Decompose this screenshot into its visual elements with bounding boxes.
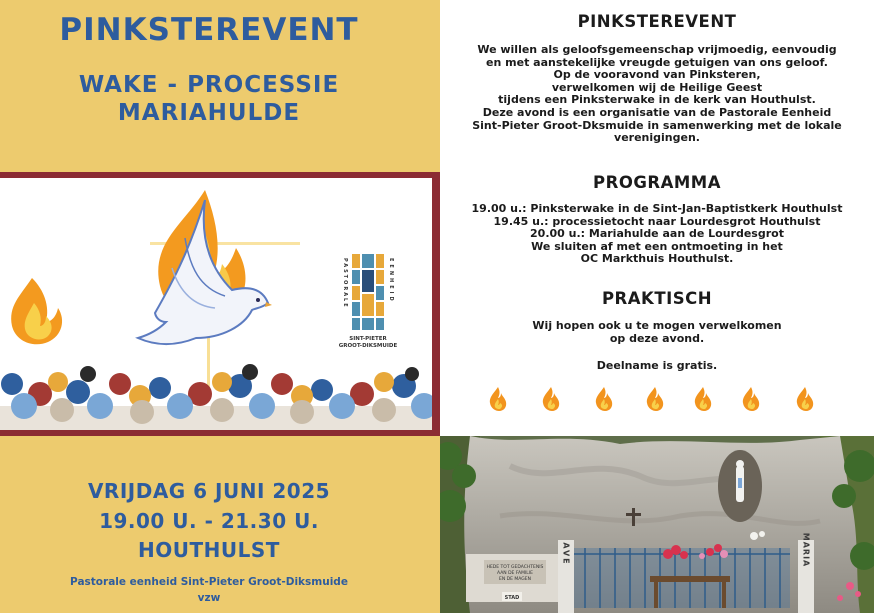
flame-icon bbox=[541, 386, 561, 412]
illustration bbox=[0, 178, 432, 430]
flame-icon bbox=[693, 386, 713, 412]
flame-icon bbox=[11, 278, 62, 344]
program-item: 19.00 u.: Pinksterwake in de Sint-Jan-Baptistkerk Houthulst bbox=[471, 202, 843, 215]
intro-line: verenigingen. bbox=[614, 131, 700, 145]
event-subtitle-line2: MARIAHULDE bbox=[117, 100, 301, 126]
heading-program: PROGRAMMA bbox=[593, 173, 721, 192]
pillar-right-text: MARIA bbox=[801, 532, 811, 568]
plaque-line3: EN DE MAGEN bbox=[499, 577, 531, 582]
intro-text bbox=[440, 44, 874, 145]
organizer-line1: Pastorale eenheid Sint-Pieter Groot-Diksmuide bbox=[70, 576, 348, 588]
program-item: OC Markthuis Houthulst. bbox=[580, 252, 734, 266]
parish-logo bbox=[339, 254, 398, 349]
logo-caption-line2: GROOT-DIKSMUIDE bbox=[338, 343, 398, 349]
practical-line: op deze avond. bbox=[609, 331, 705, 345]
logo-vertical-right: EENHEID bbox=[388, 258, 394, 304]
stone-label: STAD bbox=[504, 595, 520, 601]
program-item: 19.45 u.: processietocht naar Lourdesgrot Houthulst bbox=[493, 214, 821, 228]
heading-practical: PRAKTISCH bbox=[601, 289, 713, 308]
program-item: We sluiten af met een ontmoeting in het bbox=[531, 239, 783, 253]
intro-line: Deze avond is een organisatie van de Pastorale Eenheid bbox=[482, 105, 832, 119]
event-place: HOUTHULST bbox=[138, 538, 280, 562]
intro-line: en met aanstekelijke vreugde getuigen van ons geloof. bbox=[486, 55, 828, 69]
flame-icon bbox=[645, 386, 665, 412]
practical-text bbox=[440, 320, 874, 345]
event-title: PINKSTEREVENT bbox=[59, 12, 359, 48]
heading-event: PINKSTEREVENT bbox=[577, 12, 737, 31]
event-time: 19.00 U. - 21.30 U. bbox=[99, 509, 319, 533]
program-item: 20.00 u.: Mariahulde aan de Lourdesgrot bbox=[530, 227, 784, 241]
crowd bbox=[0, 364, 432, 430]
practical-line: Wij hopen ook u te mogen verwelkomen bbox=[532, 319, 782, 332]
lourdes-grotto-image bbox=[440, 436, 874, 613]
event-date: VRIJDAG 6 JUNI 2025 bbox=[87, 479, 331, 503]
flame-icon bbox=[741, 386, 761, 412]
free-admission: Deelname is gratis. bbox=[596, 359, 718, 372]
program-list bbox=[440, 203, 874, 266]
logo-vertical-left: PASTORALE bbox=[342, 258, 348, 309]
right-panel bbox=[440, 0, 874, 436]
pentecost-illustration bbox=[0, 178, 432, 430]
intro-line: tijdens een Pinksterwake in de kerk van Houthulst. bbox=[498, 93, 816, 107]
illustration-banner bbox=[0, 172, 440, 436]
intro-line: Op de vooravond van Pinksteren, bbox=[553, 68, 761, 82]
flame-icon bbox=[594, 386, 614, 412]
logo-caption-line1: SINT-PIETER bbox=[349, 336, 387, 342]
intro-line: Sint-Pieter Groot-Dksmuide in samenwerking met de lokale bbox=[472, 118, 842, 132]
plaque-line1: HEDE TOT GEDACHTENIS bbox=[486, 565, 544, 570]
flame-icon bbox=[488, 386, 508, 412]
pillar-left-text: AVE bbox=[561, 542, 571, 566]
grotto-photo bbox=[440, 436, 874, 613]
intro-line: We willen als geloofsgemeenschap vrijmoedig, eenvoudig bbox=[477, 43, 837, 56]
flame-icon bbox=[795, 386, 815, 412]
event-subtitle-line1: WAKE - PROCESSIE bbox=[78, 72, 340, 98]
plaque-line2: AAN DE FAMILIE bbox=[497, 571, 533, 576]
intro-line: verwelkomen wij de Heilige Geest bbox=[551, 80, 763, 94]
organizer-line2: vzw bbox=[197, 592, 221, 604]
